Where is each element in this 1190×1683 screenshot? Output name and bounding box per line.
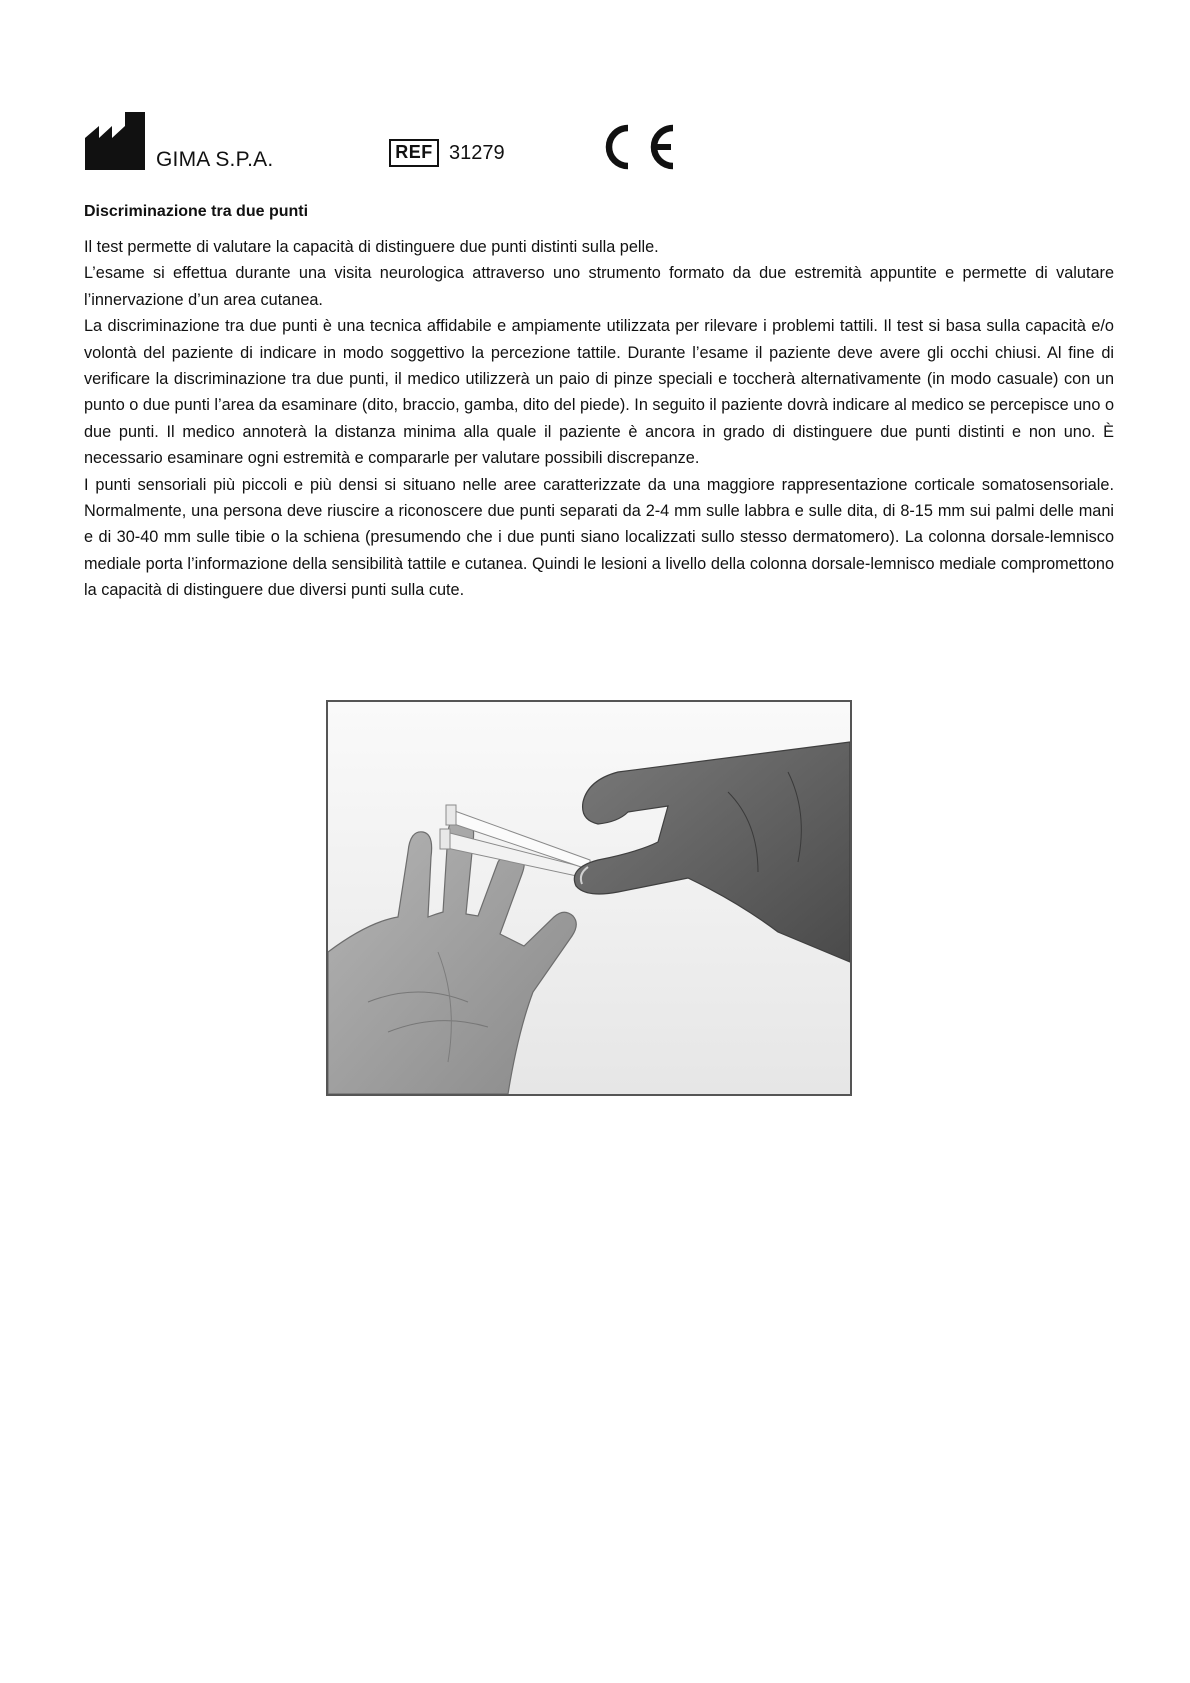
paragraph-procedure: L’esame si effettua durante una visita neurologica attraverso uno strumento formato da due estremità appuntite e permette di valutare l’innervazione d’un area cutanea. xyxy=(84,264,1114,309)
body-text xyxy=(84,234,1114,604)
ref-label: REF xyxy=(389,139,439,167)
ce-mark-icon xyxy=(603,122,683,172)
factory-icon xyxy=(85,112,145,170)
paragraph-sensory-points: I punti sensoriali più piccoli e più densi si situano nelle aree caratterizzate da una maggiore rappresentazione corticale somatosensoriale. Normalmente, una persona deve riuscire a riconoscere due punti separati da 2-4 mm sulle labbra e sulle dita, di 8-15 mm sui palmi delle mani e di 30-40 mm sulle tibie o la schiena (presumendo che i due punti siano localizzati sullo stesso dermatomero). La colonna dorsale-lemnisco mediale porta l’informazione della sensibilità tattile e cutanea. Quindi le lesioni a livello della colonna dorsale-lemnisco mediale compromettono la capacità di distinguere due diversi punti sulla cute. xyxy=(84,475,1114,600)
hand-test-photo xyxy=(326,700,852,1096)
hand-test-illustration xyxy=(328,702,850,1094)
document-header xyxy=(0,0,1190,180)
document-title: Discriminazione tra due punti xyxy=(84,203,309,220)
paragraph-intro: Il test permette di valutare la capacità di distinguere due punti distinti sulla pelle. xyxy=(84,238,659,256)
manufacturer-name: GIMA S.P.A. xyxy=(156,148,274,171)
paragraph-technique: La discriminazione tra due punti è una tecnica affidabile e ampiamente utilizzata per rilevare i problemi tattili. Il test si basa sulla capacità e/o volontà del paziente di indicare in modo soggettivo la percezione tattile. Durante l’esame il paziente deve avere gli occhi chiusi. Al fine di verificare la discriminazione tra due punti, il medico utilizzerà un paio di pinze speciali e toccherà alternativamente (in modo casuale) con un punto o due punti l’area da esaminare (dito, braccio, gamba, dito del piede). In seguito il paziente dovrà indicare al medico se percepisce uno o due punti. Il medico annoterà la distanza minima alla quale il paziente è ancora in grado di distinguere due punti distinti e non uno. È necessario esaminare ogni estremità e compararle per valutare possibili discrepanze. xyxy=(84,317,1114,468)
ref-number: 31279 xyxy=(449,142,505,164)
